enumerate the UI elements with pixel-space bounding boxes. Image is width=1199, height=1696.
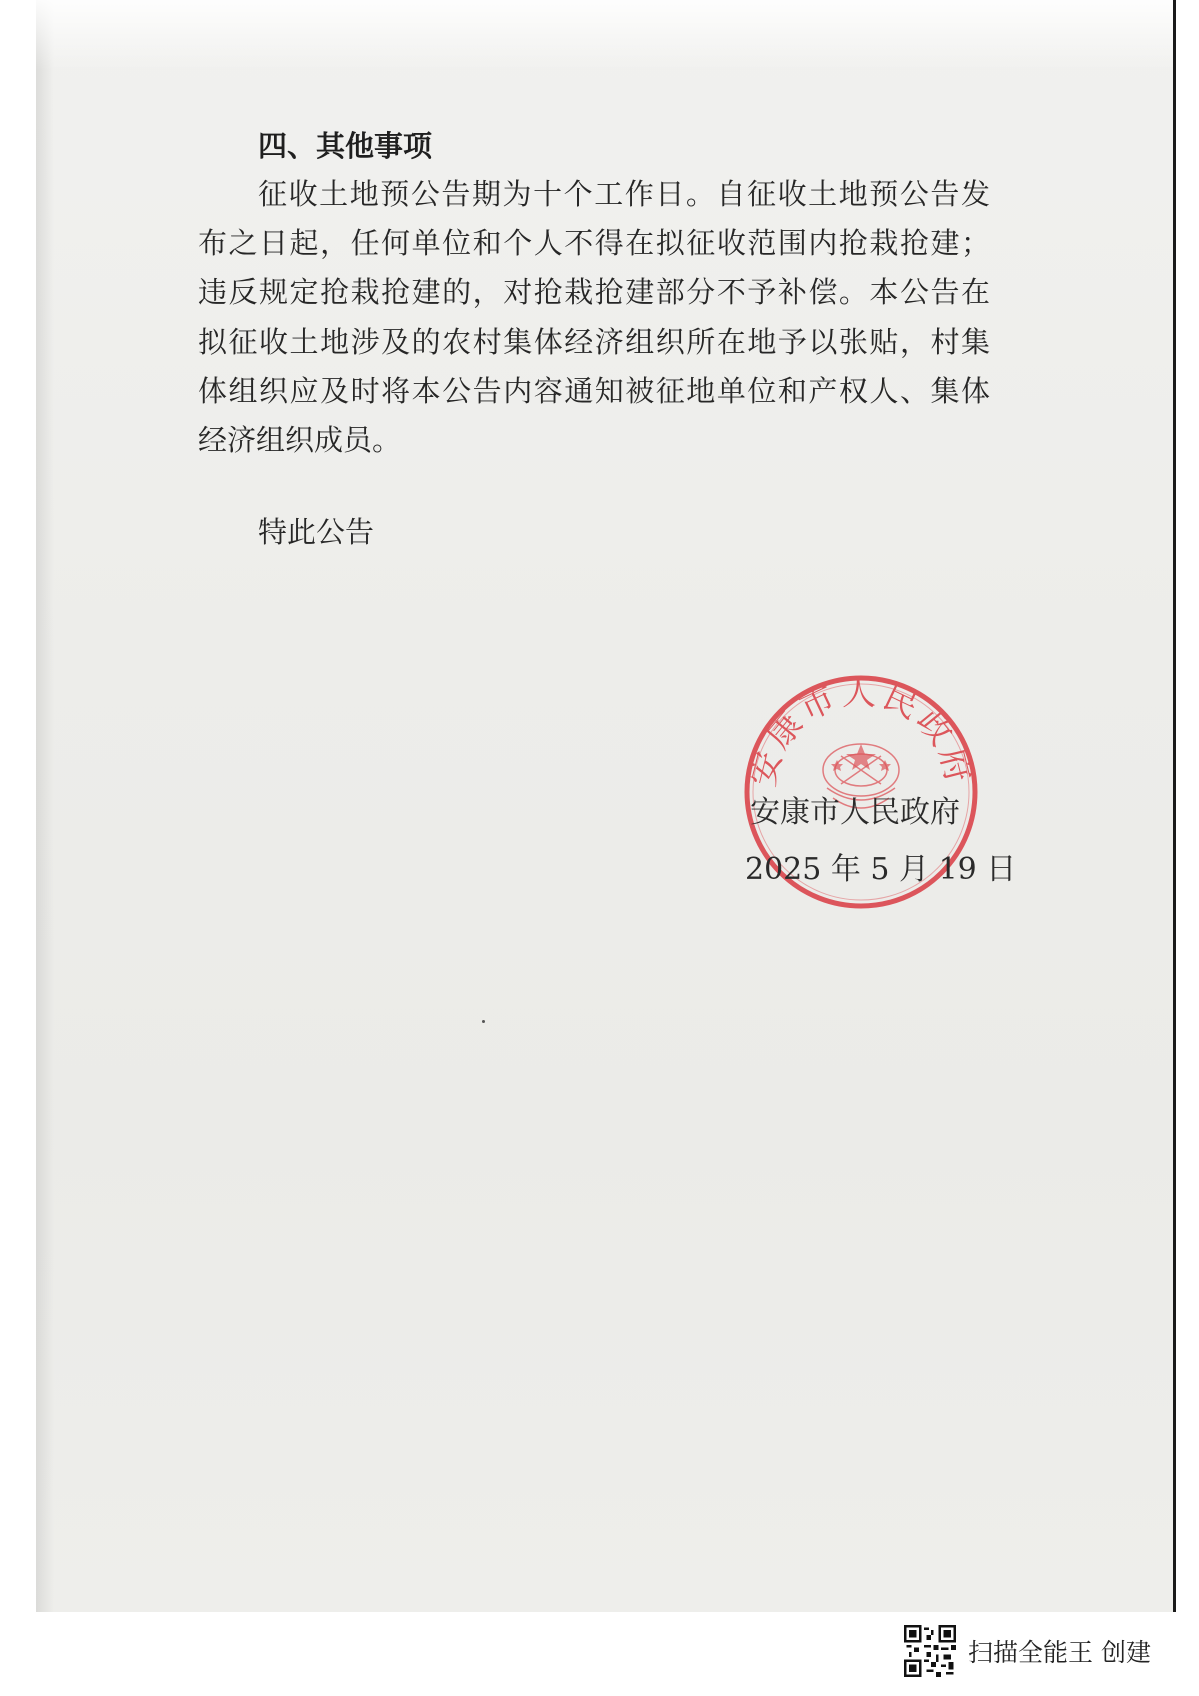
svg-text:安康市人民政府 <box>743 673 979 790</box>
signature-organization: 安康市人民政府 <box>750 795 960 830</box>
seal-text: 安康市人民政府 <box>742 673 980 791</box>
qr-code-icon <box>904 1625 956 1677</box>
paragraph-line-1: 征收土地预公告期为十个工作日。自征收土地预公告发 <box>258 177 990 211</box>
paragraph-line-4: 拟征收土地涉及的农村集体经济组织所在地予以张贴，村集 <box>198 325 990 359</box>
page-glare <box>36 0 1176 70</box>
paragraph-line-2: 布之日起，任何单位和个人不得在拟征收范围内抢栽抢建； <box>198 226 990 260</box>
scan-speck <box>482 1020 485 1023</box>
paragraph-line-5: 体组织应及时将本公告内容通知被征地单位和产权人、集体 <box>198 374 990 408</box>
closing-phrase: 特此公告 <box>258 515 375 549</box>
paragraph-line-3: 违反规定抢栽抢建的，对抢栽抢建部分不予补偿。本公告在 <box>198 275 990 309</box>
page-shadow <box>36 0 54 1612</box>
signature-date: 2025 年 5 月 19 日 <box>745 852 1017 887</box>
paragraph-line-6: 经济组织成员。 <box>198 423 402 457</box>
scanner-watermark <box>904 1624 1151 1678</box>
scanner-watermark-text: 扫描全能王 创建 <box>968 1638 1151 1667</box>
page-edge <box>1173 0 1176 1612</box>
section-heading: 四、其他事项 <box>258 129 433 163</box>
